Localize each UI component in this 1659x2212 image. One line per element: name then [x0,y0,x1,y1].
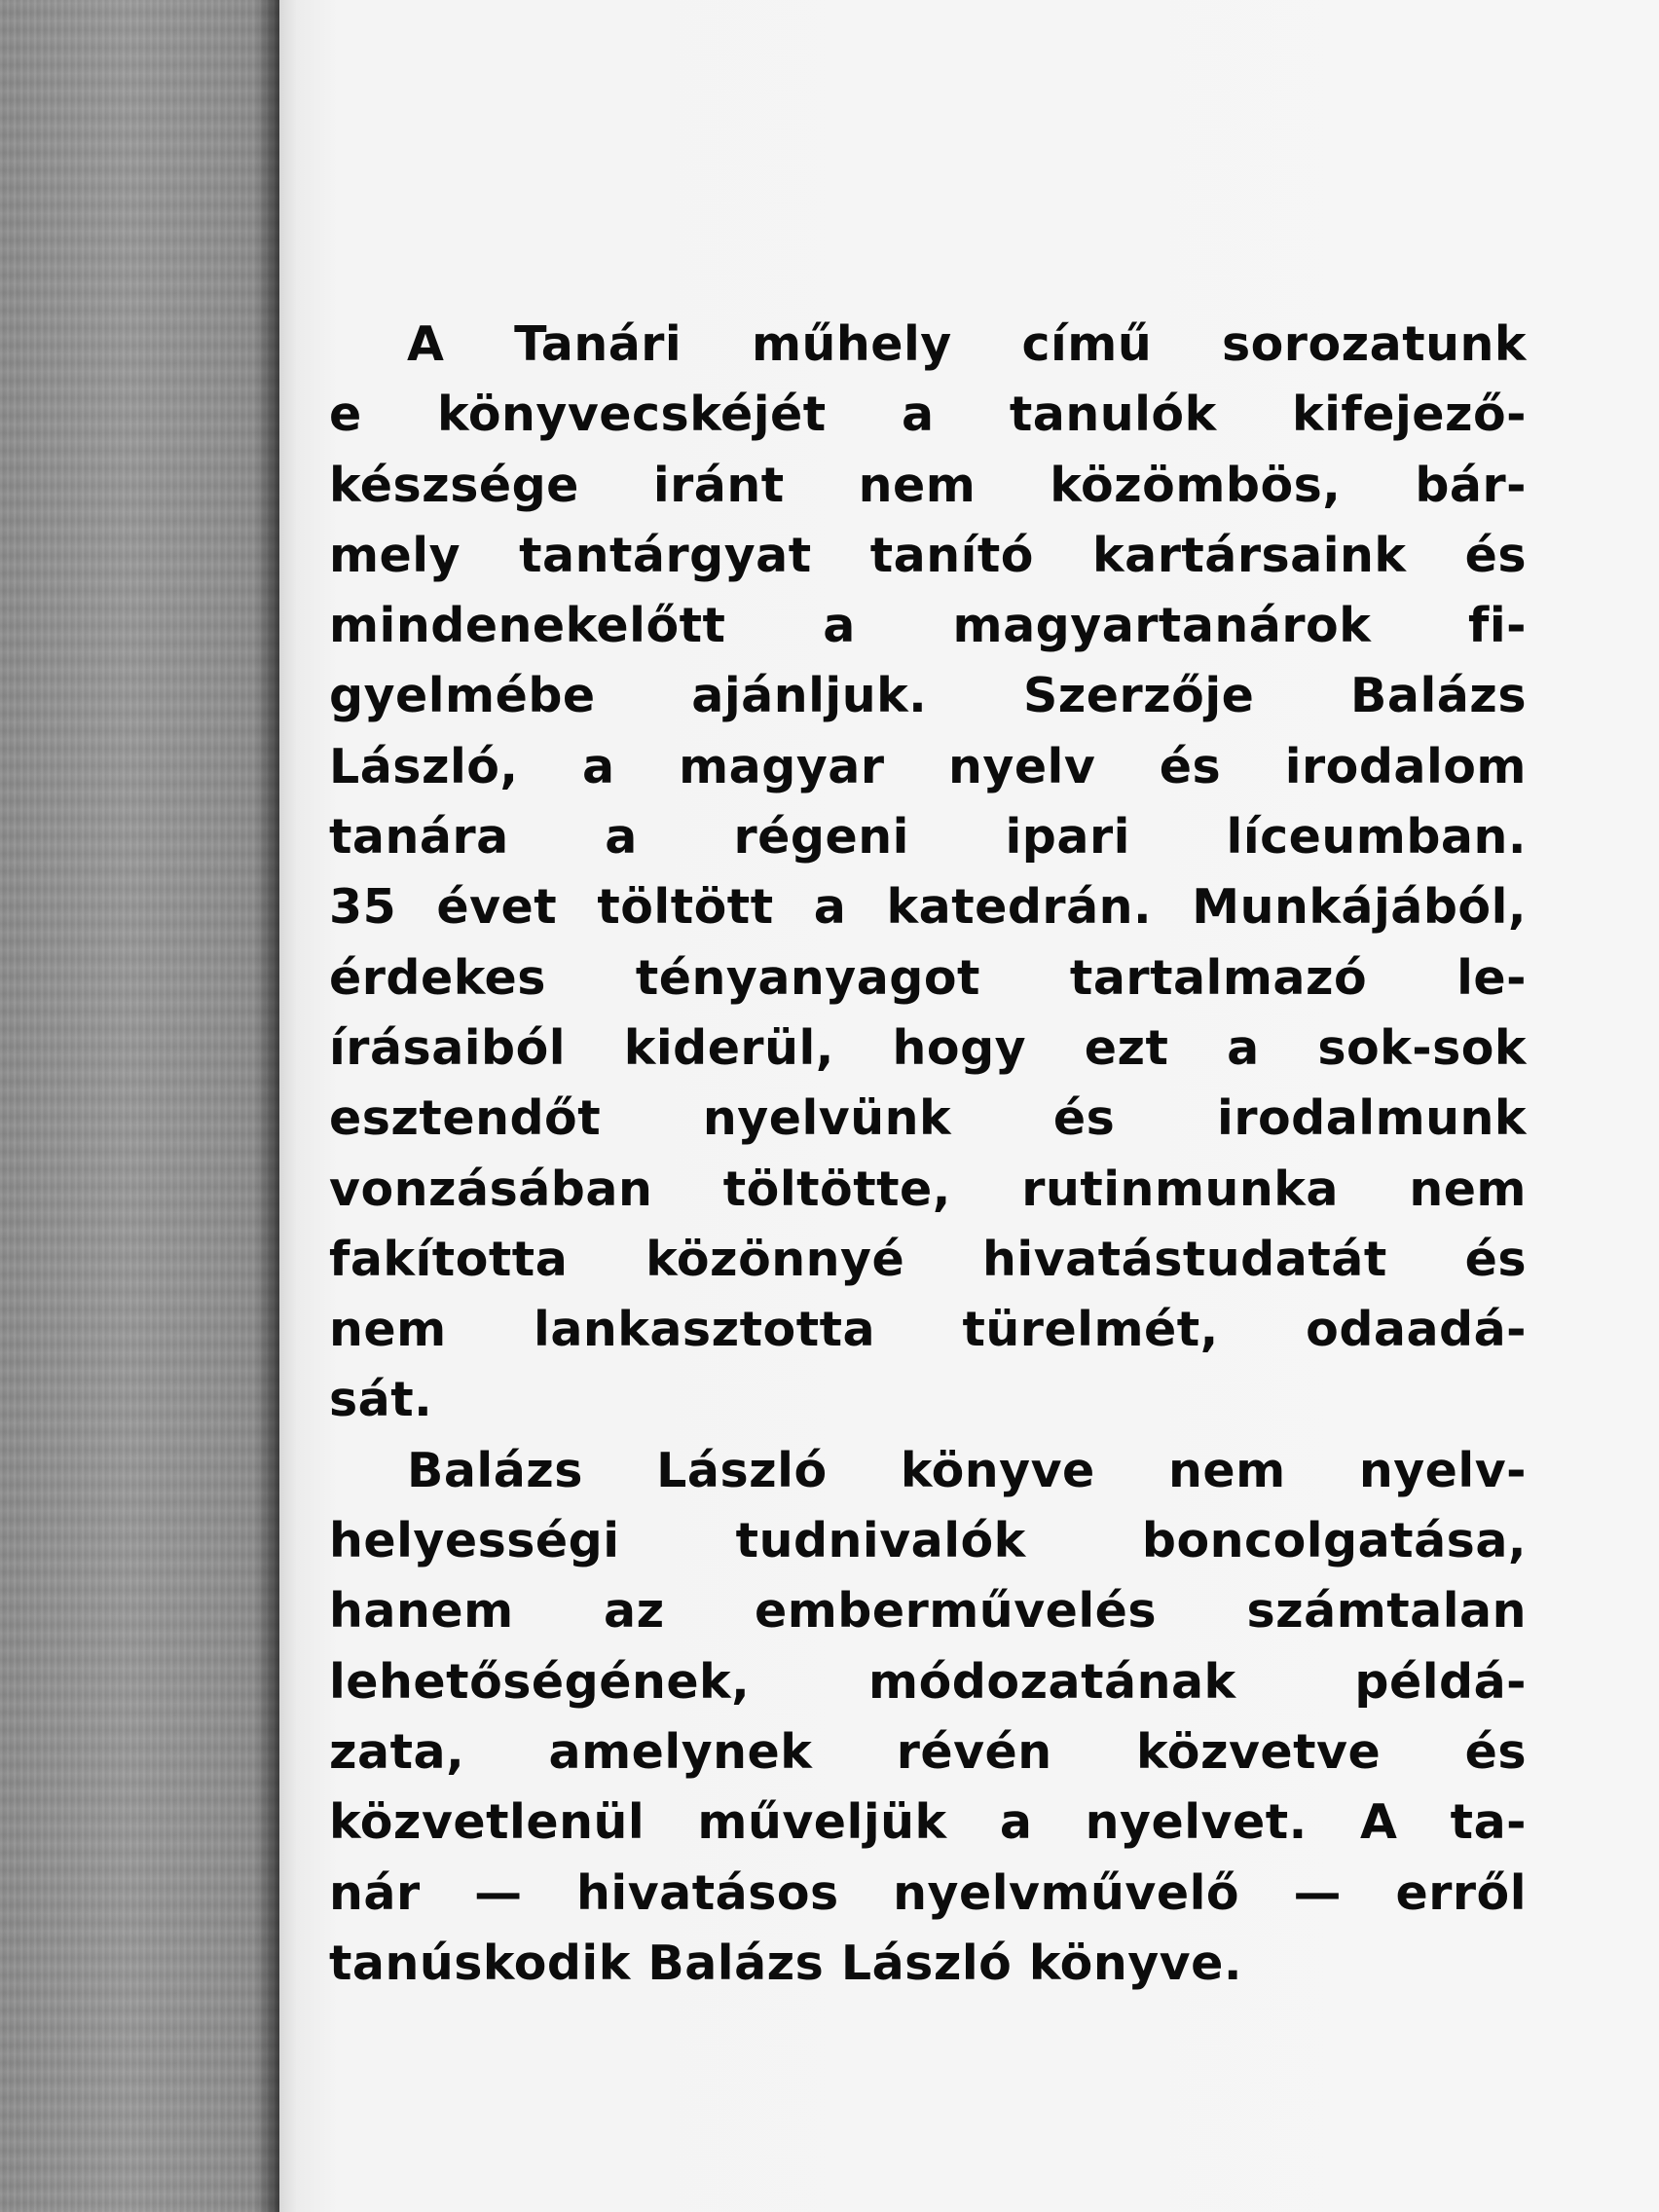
text-line: tanára a régeni ipari líceumban. [329,809,1527,866]
text-line: közvetlenül műveljük a nyelvet. A ta- [329,1794,1527,1851]
text-line: tanúskodik Balázs László könyve. [329,1935,1242,1991]
book-text [329,310,1527,1999]
text-line: írásaiból kiderül, hogy ezt a sok-sok [329,1019,1527,1076]
text-line: helyességi tudnivalók boncolgatása, [329,1513,1527,1569]
text-line: e könyvecskéjét a tanulók kifejező- [329,387,1527,443]
text-line: vonzásában töltötte, rutinmunka nem [329,1161,1527,1217]
text-line: érdekes tényanyagot tartalmazó le- [329,949,1527,1006]
text-line: László, a magyar nyelv és irodalom [329,738,1527,794]
page-edge-shadow [255,0,282,2212]
wooden-background [0,0,282,2212]
text-line: mely tantárgyat tanító kartársaink és [329,527,1527,583]
text-line: zata, amelynek révén közvetve és [329,1723,1527,1780]
text-line: lehetőségének, módozatának példá- [329,1653,1527,1710]
text-line: esztendőt nyelvünk és irodalmunk [329,1090,1527,1147]
text-line: Balázs László könyve nem nyelv- [407,1442,1527,1498]
paragraph-2 [329,1436,1527,1999]
text-line: A Tanári műhely című sorozatunk [407,316,1527,372]
text-line: mindenekelőtt a magyartanárok fi- [329,598,1527,654]
text-line: fakította közönnyé hivatástudatát és [329,1231,1527,1287]
text-line: nem lankasztotta türelmét, odaadá- [329,1302,1527,1358]
text-line: készsége iránt nem közömbös, bár- [329,457,1527,513]
text-line: hanem az emberművelés számtalan [329,1583,1527,1640]
text-line: 35 évet töltött a katedrán. Munkájából, [329,879,1527,936]
text-line: gyelmébe ajánljuk. Szerzője Balázs [329,668,1527,724]
text-line: nár — hivatásos nyelvművelő — erről [329,1864,1527,1921]
text-line: sát. [329,1372,433,1428]
paragraph-1 [329,310,1527,1436]
